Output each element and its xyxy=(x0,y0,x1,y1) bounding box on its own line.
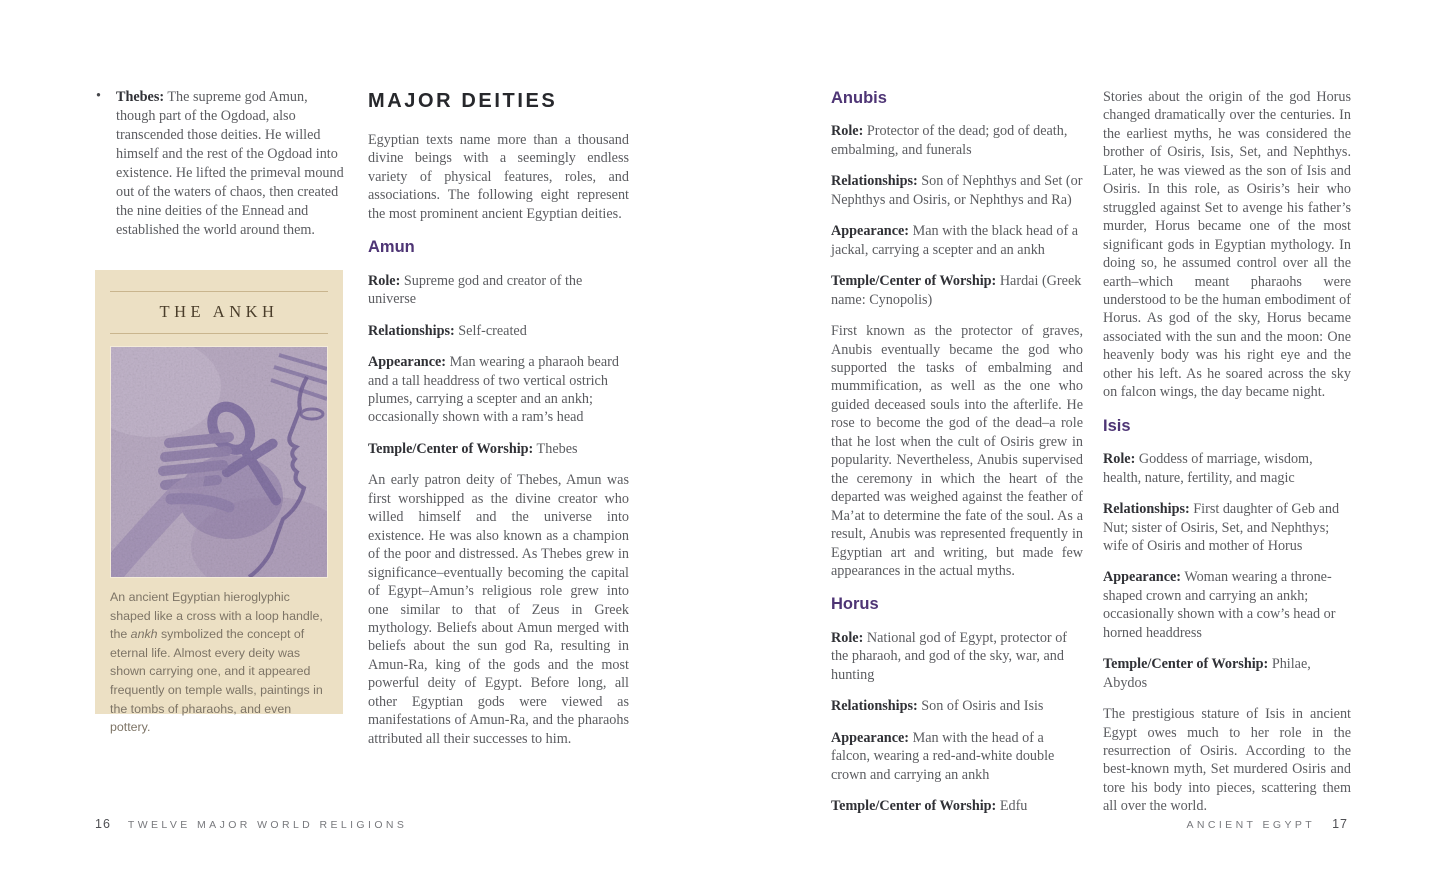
field-label: Relationships: xyxy=(368,322,455,339)
field-label: Role: xyxy=(368,272,401,289)
field-value: Edfu xyxy=(996,798,1028,815)
field-value: Philae, Abydos xyxy=(1103,656,1311,691)
field-relationships xyxy=(1103,500,1351,555)
field-value: Self-created xyxy=(454,322,527,339)
bullet-label: Thebes: xyxy=(116,89,165,105)
caption-text: An ancient Egyptian hieroglyphic shaped like a cross with a loop handle, the xyxy=(110,590,323,642)
field-label: Temple/Center of Worship: xyxy=(368,440,534,457)
ankh-sidebar-box xyxy=(95,270,343,735)
field-appearance xyxy=(831,222,1083,259)
isis-body-paragraph: The prestigious stature of Isis in ancient Egypt owes much to her role in the resurrection of Osiris. According to the best-known myth, Set murdered Osiris and tore his body into pieces, scattering them all over the world. xyxy=(1103,706,1351,815)
caption-italic-word: ankh xyxy=(130,627,158,642)
ankh-relief-image xyxy=(110,346,328,578)
field-value: Protector of the dead; god of death, embalming, and funerals xyxy=(831,123,1068,158)
field-value: Woman wearing a throne-shaped crown and carrying an ankh; occasionally shown with a cow’s head or horned headdress xyxy=(1103,569,1336,641)
deity-heading-amun: Amun xyxy=(368,238,415,257)
field-role xyxy=(831,122,1083,159)
field-value: Supreme god and creator of the universe xyxy=(368,272,583,308)
field-value: Goddess of marriage, wisdom, health, nature, fertility, and magic xyxy=(1103,451,1313,486)
right-page-left-column xyxy=(831,88,1083,828)
horus-story-paragraph: Stories about the origin of the god Horus changed dramatically over the centuries. In the earliest myths, he was considered the brother of Osiris, Isis, Set, and Nephthys. Later, he was viewed as the son of Isis and Osiris. In this role, as Osiris’s heir who struggled against Set to avenge his father’s murder, Horus became one of the most significant gods in Egyptian mythology. In doing so, he assumed control over all the earth–which meant pharaohs were understood to be the human embodiment of Horus. As god of the sky, Horus became associated with the sun and the moon: One heavenly body was his right eye and the other his left. As he soared across the sky on falcon wings, the day became night. xyxy=(1103,89,1351,401)
field-label: Relationships: xyxy=(1103,501,1190,518)
field-relationships xyxy=(831,172,1083,209)
field-role xyxy=(831,629,1083,684)
field-value: Man with the black head of a jackal, carrying a scepter and an ankh xyxy=(831,223,1079,258)
page-number-left: 16 xyxy=(95,817,111,831)
field-value: First daughter of Geb and Nut; sister of Osiris, Set, and Nephthys; wife of Osiris and mother of Horus xyxy=(1103,501,1340,554)
sidebar-rule-bottom xyxy=(110,333,328,334)
page-number-right: 17 xyxy=(1332,817,1348,831)
bullet-text: The supreme god Amun, though part of the Ogdoad, also transcended those deities. He willed himself and the rest of the Ogdoad into existence. He lifted the primeval mound out of the waters of chaos, then created the nine deities of the Ennead and established the world around them. xyxy=(116,89,344,239)
field-label: Temple/Center of Worship: xyxy=(831,273,997,290)
right-page-footer xyxy=(1186,817,1348,831)
field-label: Relationships: xyxy=(831,173,918,190)
field-temple xyxy=(368,440,629,458)
anubis-body-paragraph: First known as the protector of graves, Anubis eventually became the god who supported the tasks of embalming and mummification, as well as the one who guided deceased souls into the afterlife. He rose to become the god of the dead–a role that he lost when the cult of Osiris grew in popularity. Nevertheless, Anubis supervised the ceremony in which the heart of the departed was weighed against the feather of Ma’at to determine the fate of the soul. As a result, Anubis was represented frequently in Egyptian art and writing, but made few appearances in the actual myths. xyxy=(831,323,1083,579)
running-head-right: ANCIENT EGYPT xyxy=(1186,819,1316,831)
field-role xyxy=(368,272,629,309)
running-head-left: TWELVE MAJOR WORLD RELIGIONS xyxy=(127,819,408,831)
field-role xyxy=(1103,450,1351,487)
field-label: Relationships: xyxy=(831,698,918,715)
caption-text-continued: symbolized the concept of eternal life. Almost every deity was shown carrying one, and it appeared frequently on temple walls, paintings in the tombs of pharaohs, and even pottery. xyxy=(110,627,323,735)
deity-heading-horus: Horus xyxy=(831,595,879,614)
field-value: Man with the head of a falcon, wearing a red-and-white double crown and carrying an ankh xyxy=(831,729,1055,783)
field-value: Son of Nephthys and Set (or Nephthys and Osiris, or Nephthys and Ra) xyxy=(831,173,1083,208)
left-page-left-column xyxy=(95,88,345,240)
field-label: Appearance: xyxy=(831,729,910,746)
deity-heading-anubis: Anubis xyxy=(831,89,887,107)
deity-heading-isis: Isis xyxy=(1103,416,1131,435)
field-label: Role: xyxy=(831,123,864,140)
field-label: Role: xyxy=(831,629,864,646)
amun-body-paragraph: An early patron deity of Thebes, Amun was first worshipped as the divine creator who willed himself and the universe into existence. He was also known as a champion of the poor and distressed. As Thebes grew in significance–eventually becoming the capital of Egypt–Amun’s religious role grew into one similar to that of Zeus in Greek mythology. Beliefs about Amun merged with beliefs about the sun god Ra, resulting in Amun-Ra, king of the gods and the most powerful deity of Egypt. Before long, all other Egyptian gods were viewed as manifestations of Amun-Ra, and the pharaohs attributed all their successes to him. xyxy=(368,472,629,747)
field-value: Man wearing a pharaoh beard and a tall headdress of two vertical ostrich plumes, carrying a scepter and an ankh; occasionally shown with a ram’s head xyxy=(368,354,619,426)
field-label: Appearance: xyxy=(368,354,447,371)
right-page-right-column xyxy=(1103,88,1351,830)
sidebar-caption xyxy=(110,588,328,737)
field-temple xyxy=(831,797,1083,815)
left-page-right-column xyxy=(368,88,629,762)
field-value: Hardai (Greek name: Cynopolis) xyxy=(831,273,1082,308)
section-heading: MAJOR DEITIES xyxy=(368,90,558,112)
field-appearance xyxy=(368,353,629,427)
intro-paragraph: Egyptian texts name more than a thousand divine beings with a seemingly endless variety of physical features, roles, and associations. The following eight represent the most prominent ancient Egyptian deities. xyxy=(368,132,629,222)
field-appearance xyxy=(1103,568,1351,642)
field-relationships xyxy=(831,697,1083,715)
field-label: Role: xyxy=(1103,451,1136,468)
field-value: Son of Osiris and Isis xyxy=(917,698,1044,715)
field-value: Thebes xyxy=(533,440,578,457)
field-appearance xyxy=(831,729,1083,784)
left-page-footer xyxy=(95,817,407,831)
sidebar-title: THE ANKH xyxy=(159,302,279,321)
field-label: Appearance: xyxy=(1103,569,1182,586)
field-value: National god of Egypt, protector of the pharaoh, and god of the sky, war, and hunting xyxy=(831,629,1068,683)
field-relationships xyxy=(368,322,629,340)
field-temple xyxy=(1103,655,1351,692)
field-label: Temple/Center of Worship: xyxy=(831,798,997,815)
field-label: Temple/Center of Worship: xyxy=(1103,656,1269,673)
bullet-marker: • xyxy=(96,88,101,104)
bullet-item-thebes xyxy=(95,88,345,240)
field-label: Appearance: xyxy=(831,223,910,240)
field-temple xyxy=(831,272,1083,309)
